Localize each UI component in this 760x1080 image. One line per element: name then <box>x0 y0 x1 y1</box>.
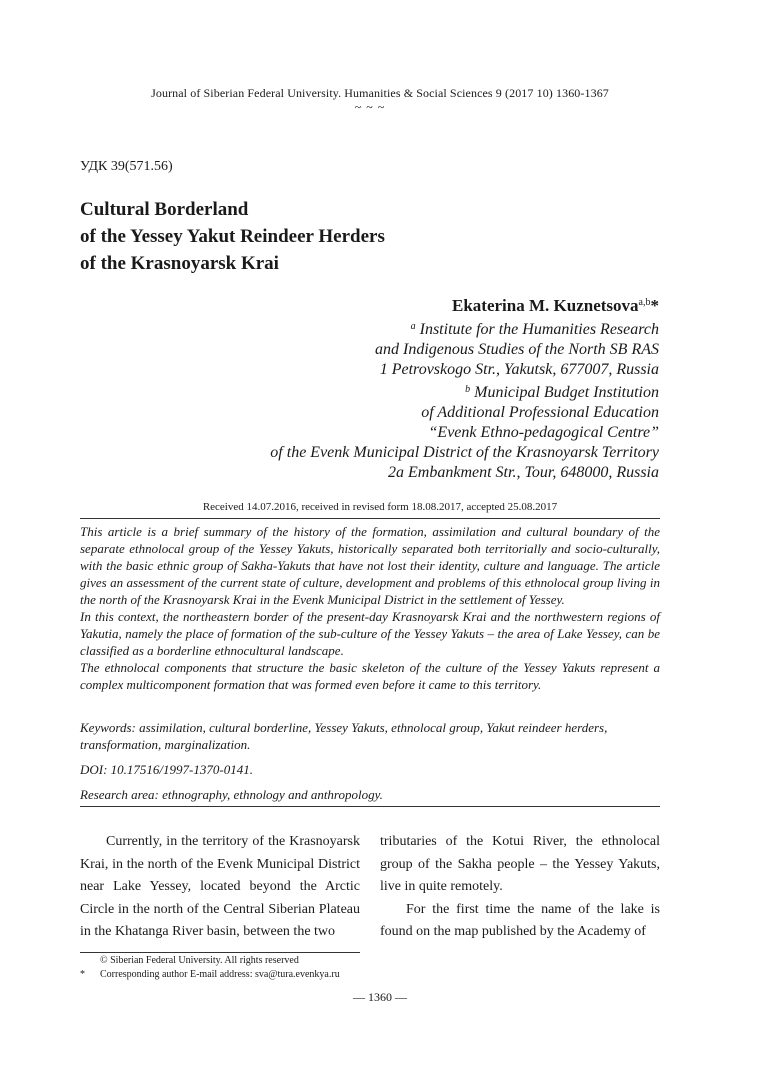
affiliations <box>270 317 659 483</box>
research-area: Research area: ethnography, ethnology and anthropology. <box>80 787 383 802</box>
abstract-paragraph: In this context, the northeastern border of the present-day Krasnoyarsk Krai and the northwestern regions of Yakutia, namely the place of formation of the sub-culture of the Yessey Yakuts – the area of Lake Yessey, can be classified as a borderline ethnocultural landscape. <box>80 609 660 658</box>
abstract-bottom-rule <box>80 806 660 807</box>
udk-code: УДК 39(571.56) <box>80 159 173 174</box>
affil-a-line: and Indigenous Studies of the North SB RAS <box>375 341 659 358</box>
affil-b-line: of the Evenk Municipal District of the Krasnoyarsk Territory <box>270 444 659 461</box>
keywords: Keywords: assimilation, cultural borderline, Yessey Yakuts, ethnolocal group, Yakut reindeer herders, transformation, marginalization. <box>80 720 608 752</box>
body-paragraph: tributaries of the Kotui River, the ethnolocal group of the Sakha people – the Yessey Yakuts, live in quite remotely. <box>380 834 660 894</box>
affil-b-line: 2a Embankment Str., Tour, 648000, Russia <box>388 464 659 481</box>
page-number: — 1360 — <box>353 990 407 1004</box>
affil-b-mark: b <box>465 384 471 395</box>
footnote-copyright: © Siberian Federal University. All rights reserved <box>100 955 299 966</box>
affil-b-line <box>270 380 659 403</box>
affil-text: Institute for the Humanities Research <box>419 321 659 338</box>
journal-header: Journal of Siberian Federal University. Humanities & Social Sciences 9 (2017 10) 1360-1367 <box>151 86 609 100</box>
article-title <box>80 196 385 277</box>
received-dates: Received 14.07.2016, received in revised form 18.08.2017, accepted 25.08.2017 <box>202 501 558 513</box>
affil-b-line: “Evenk Ethno-pedagogical Centre” <box>428 424 659 441</box>
body-column-right <box>380 831 660 944</box>
title-line: of the Yessey Yakut Reindeer Herders <box>80 226 385 247</box>
affil-a-line <box>270 317 659 340</box>
abstract-paragraph: The ethnolocal components that structure the basic skeleton of the culture of the Yessey Yakuts represent a complex multicomponent formation that was formed even before it came to this territory. <box>80 660 660 692</box>
footnote-rule <box>80 952 360 953</box>
footnote-star: * <box>80 969 85 980</box>
author-affil-marks: a,b <box>638 297 651 308</box>
author-star: * <box>650 296 659 315</box>
affil-a-mark: a <box>410 321 416 332</box>
affil-text: Municipal Budget Institution <box>474 384 659 401</box>
doi: DOI: 10.17516/1997-1370-0141. <box>80 762 253 777</box>
abstract-paragraph: This article is a brief summary of the history of the formation, assimilation and cultural boundary of the separate ethnolocal group of the Yessey Yakuts, historically separated both territorially and socio-culturally, with the basic ethnic group of Sakha-Yakuts that have not lost their identity, culture and language. The article gives an assessment of the current state of culture, development and problems of this ethnolocal group living in the north of the Krasnoyarsk Krai in the Evenk Municipal District in the settlement of Yessey. <box>80 524 660 607</box>
author-name: Ekaterina M. Kuznetsova <box>452 296 639 315</box>
body-column-left <box>80 831 360 944</box>
affil-a-line: 1 Petrovskogo Str., Yakutsk, 677007, Russia <box>379 361 659 378</box>
affil-b-line: of Additional Professional Education <box>421 404 659 421</box>
body-paragraph: For the first time the name of the lake is found on the map published by the Academy of <box>380 901 660 939</box>
title-line: Cultural Borderland <box>80 199 249 220</box>
header-separator: ~ ~ ~ <box>354 100 386 114</box>
footnote-corresponding: Corresponding author E-mail address: sva@tura.evenkya.ru <box>100 969 340 980</box>
body-paragraph: Currently, in the territory of the Krasnoyarsk Krai, in the north of the Evenk Municipal District near Lake Yessey, located beyond the Arctic Circle in the north of the Central Siberian Plateau in the Khatanga River basin, between the two <box>80 834 360 939</box>
abstract <box>80 523 660 693</box>
abstract-top-rule <box>80 518 660 519</box>
author <box>452 296 659 316</box>
title-line: of the Krasnoyarsk Krai <box>80 253 279 274</box>
